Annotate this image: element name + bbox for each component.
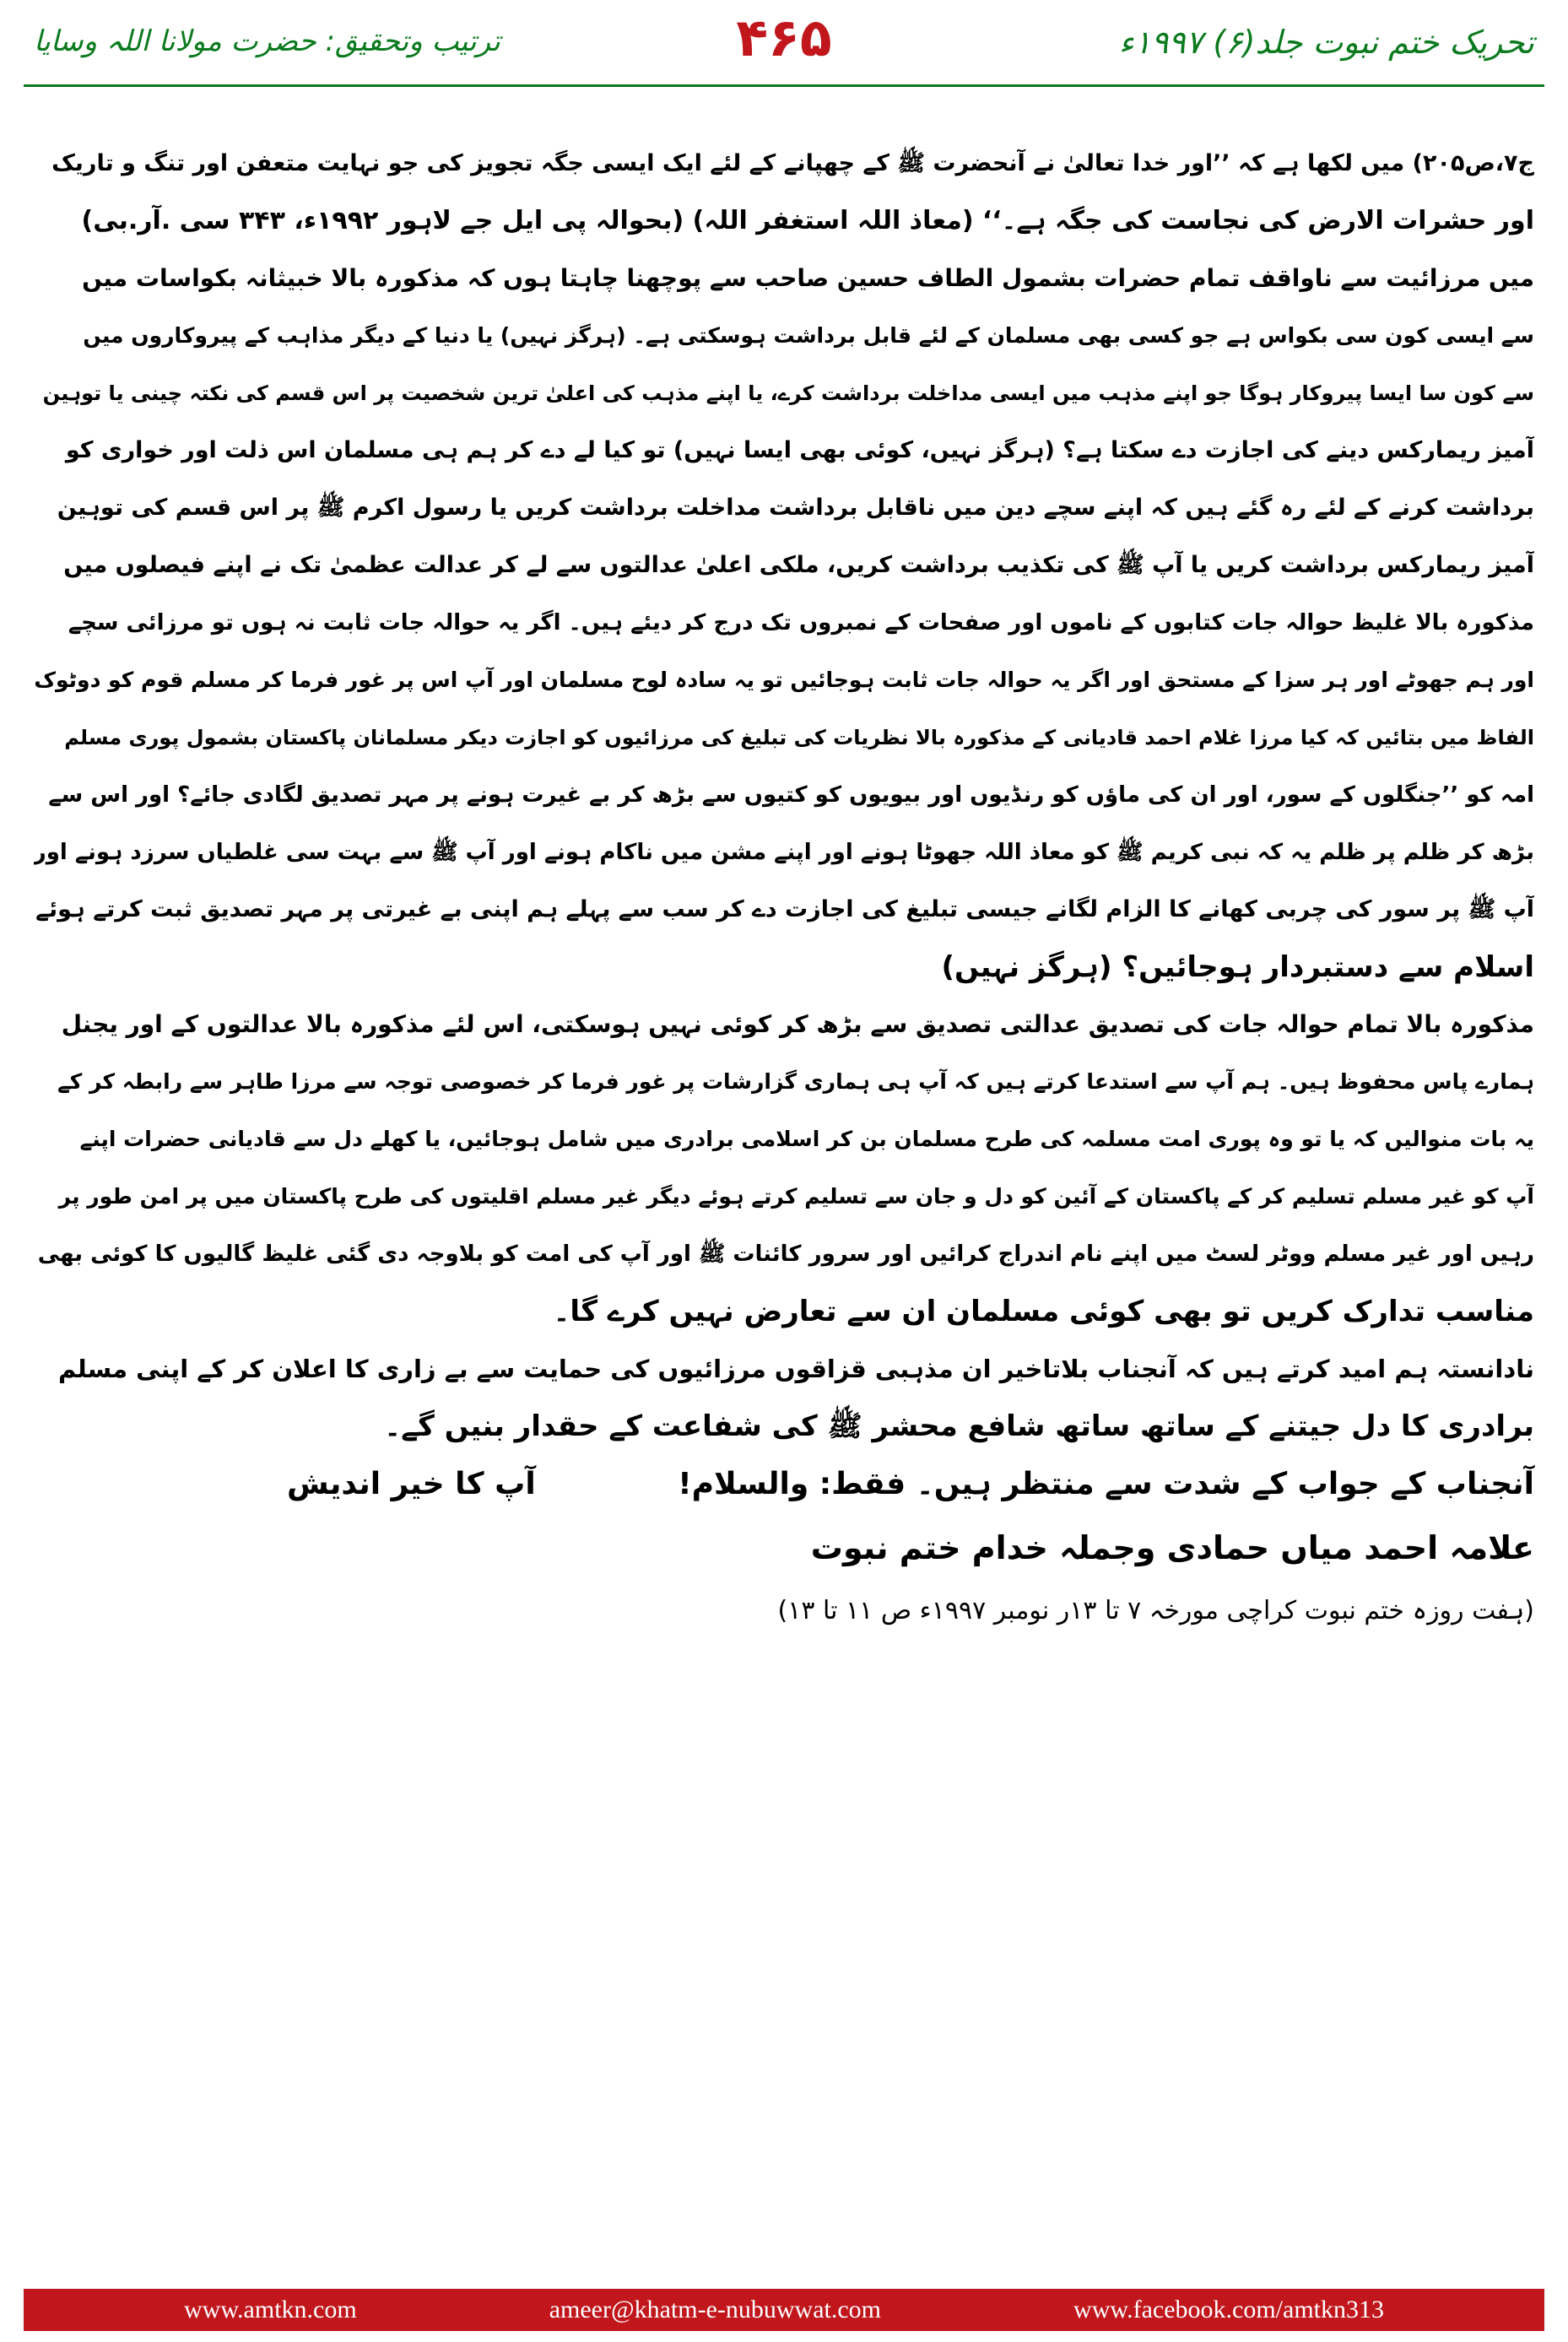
body-line: یہ بات منوالیں کہ یا تو وہ پوری امت مسلمہ کی طرح مسلمان بن کر اسلامی برادری میں شامل ہوجائیں، یا کھلے دل سے قادیانی حضرات اپنے [79,1127,1534,1151]
header-divider [24,84,1544,87]
compiler-credit: ترتیب وتحقیق: حضرت مولانا اللہ وسایا [34,24,500,58]
body-line: ہمارے پاس محفوظ ہیں۔ ہم آپ سے استدعا کرتے ہیں کہ آپ ہی ہماری گزارشات پر غور فرما کر خصوصی توجہ سے مرزا طاہر سے رابطہ کر کے [57,1069,1534,1094]
body-line: سے کون سا ایسا پیروکار ہوگا جو اپنے مذہب میں ایسی مداخلت برداشت کرے، یا اپنے مذہب کی اعلیٰ ترین شخصیت پر اس قسم کی نکتہ چینی یا توہین [42,381,1534,405]
article-body [34,135,1534,1641]
footer-facebook-link[interactable]: www.facebook.com/amtkn313 [1073,2296,1384,2323]
closing-well-wisher: آپ کا خیر اندیش [287,1467,536,1501]
signatory: علامہ احمد میاں حمادی وجملہ خدام ختم نبوت [810,1529,1534,1566]
body-line: مذکورہ بالا تمام حوالہ جات کی تصدیق عدالتی تصدیق سے بڑھ کر کوئی نہیں ہوسکتی، اس لئے مذکورہ بالا عدالتوں کے اور یجنل [61,1010,1534,1038]
body-line: آپ کو غیر مسلم تسلیم کر کے پاکستان کے آئین کو دل و جان سے تسلیم کرتے ہوئے دیگر غیر مسلم اقلیتوں کی طرح پاکستان میں پر امن طور پر [58,1184,1534,1209]
body-line: اور حشرات الارض کی نجاست کی جگہ ہے۔‘‘ (معاذ اللہ استغفر اللہ) (بحوالہ پی ایل جے لاہور ۱۹۹۲ء، ۳۴۳ سی .آر.بی) [81,206,1534,235]
body-line: الفاظ میں بتائیں کہ کیا مرزا غلام احمد قادیانی کے مذکورہ بالا نظریات کی تبلیغ کی مرزائیوں کو اجازت دیکر مسلمانان پاکستان بشمول پوری مسلم [64,726,1534,749]
book-title: تحریک ختم نبوت جلد(۶) ۱۹۹۷ء [1118,24,1534,61]
page-footer [24,2289,1544,2331]
footer-email-link[interactable]: ameer@khatm-e-nubuwwat.com [549,2296,882,2323]
body-line: نادانستہ ہم امید کرتے ہیں کہ آنجناب بلاتاخیر ان مذہبی قزاقوں مرزائیوں کی حمایت سے بے زاری کا اعلان کر کے اپنی مسلم [58,1355,1534,1383]
closing-row [34,1455,1534,1514]
source-citation: (ہفت روزہ ختم نبوت کراچی مورخہ ۷ تا ۱۳ر نومبر ۱۹۹۷ء ص ۱۱ تا ۱۳) [777,1596,1534,1625]
body-line: مذکورہ بالا غلیظ حوالہ جات کتابوں کے ناموں اور صفحات کے نمبروں تک درج کر دیئے ہیں۔ اگر یہ حوالہ جات ثابت نہ ہوں تو مرزائی سچے [68,610,1534,636]
body-line: بڑھ کر ظلم پر ظلم یہ کہ نبی کریم ﷺ کو معاذ اللہ جھوٹا ہونے اور اپنے مشن میں ناکام ہونے اور آپ ﷺ سے بہت سی غلطیاں سرزد ہونے اور [34,840,1534,865]
body-line: میں مرزائیت سے ناواقف تمام حضرات بشمول الطاف حسین صاحب سے پوچھنا چاہتا ہوں کہ مذکورہ بالا خبیثانہ بکواسات میں [82,264,1534,292]
body-line: برادری کا دل جیتنے کے ساتھ ساتھ شافع محشر ﷺ کی شفاعت کے حقدار بنیں گے۔ [384,1409,1534,1443]
page-number: ۴۶۵ [736,7,832,68]
body-line: آمیز ریمارکس دینے کی اجازت دے سکتا ہے؟ (ہرگز نہیں، کوئی بھی ایسا نہیں) تو کیا لے دے کر ہم ہی مسلمان اس ذلت اور خواری کو [65,437,1534,463]
body-line: آمیز ریمارکس برداشت کریں یا آپ ﷺ کی تکذیب برداشت کریں، ملکی اعلیٰ عدالتوں سے لے کر عدالت عظمیٰ تک نے اپنے فیصلوں میں [63,552,1534,578]
closing-awaiting: آنجناب کے جواب کے شدت سے منتظر ہیں۔ فقط: والسلام! [678,1467,1534,1501]
body-line: اور ہم جھوٹے اور ہر سزا کے مستحق اور اگر یہ حوالہ جات ثابت ہوجائیں تو یہ سادہ لوح مسلمان اور آپ اس پر غور فرما کر مسلم قوم کو دوٹوک [34,668,1534,692]
footer-website-link[interactable]: www.amtkn.com [184,2296,357,2323]
body-line: برداشت کرنے کے لئے رہ گئے ہیں کہ اپنے سچے دین میں ناقابل برداشت مداخلت برداشت کریں یا رسول اکرم ﷺ پر اس قسم کی توہین [57,495,1534,521]
body-line: مناسب تدارک کریں تو بھی کوئی مسلمان ان سے تعارض نہیں کرے گا۔ [553,1295,1534,1328]
body-line: امہ کو ’’جنگلوں کے سور، اور ان کی ماؤں کو رنڈیوں اور بیویوں کو کتیوں سے بڑھ کر بے غیرت ہونے پر مہر تصدیق لگادی جائے؟ اور اس سے [48,782,1534,808]
body-line: اسلام سے دستبردار ہوجائیں؟ (ہرگز نہیں) [941,950,1534,984]
body-line: سے ایسی کون سی بکواس ہے جو کسی بھی مسلمان کے لئے قابل برداشت ہوسکتی ہے۔ (ہرگز نہیں) یا دنیا کے دیگر مذاہب کے پیروکاروں میں [83,323,1534,348]
page-header [0,0,1568,93]
body-line: آپ ﷺ پر سور کی چربی کھانے کا الزام لگانے جیسی تبلیغ کی اجازت دے کر سب سے پہلے ہم اپنی بے غیرتی پر مہر تصدیق ثبت کرتے ہوئے [35,896,1534,922]
body-line: رہیں اور غیر مسلم ووٹر لسٹ میں اپنے نام اندراج کرائیں اور سرور کائنات ﷺ اور آپ کی امت کو بلاوجہ دی گئی غلیظ گالیوں کا کوئی بھی [37,1241,1534,1267]
body-line: ج۷،ص۲۰۵) میں لکھا ہے کہ ’’اور خدا تعالیٰ نے آنحضرت ﷺ کے چھپانے کے لئے ایک ایسی جگہ تجویز کی جو نہایت متعفن اور تنگ و تاریک [51,150,1534,176]
body-text [34,135,1534,1455]
